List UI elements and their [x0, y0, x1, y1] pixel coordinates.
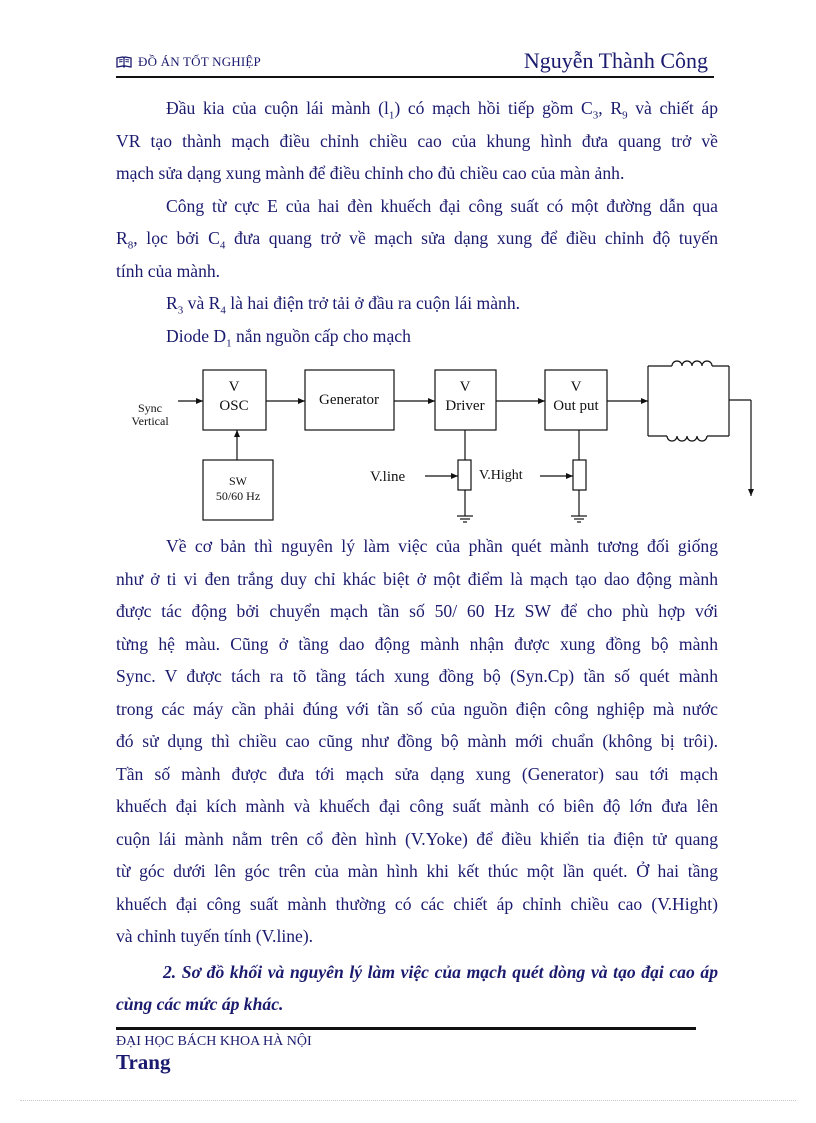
main-line: Sync. V được tách ra tõ tầng tách xung đồng bộ (Syn.Cp) tần số quét mành	[116, 666, 718, 686]
footer-rule	[116, 1027, 696, 1030]
vhight-label: V.Hight	[479, 468, 523, 483]
header-title: ĐỒ ÁN TỐT NGHIỆP	[138, 54, 261, 69]
vline-label: V.line	[370, 469, 406, 485]
osc-label-2: OSC	[219, 398, 249, 414]
main-line: từ góc dưới lên góc trên của màn hình khi kết thúc một lần quét. Ở hai tầng	[116, 861, 718, 881]
sw-label-2: 50/60 Hz	[215, 489, 261, 503]
generator-label: Generator	[319, 392, 379, 408]
header-author: Nguyễn Thành Công	[523, 48, 708, 73]
output-label-1: V	[570, 379, 582, 395]
header-left	[116, 54, 261, 72]
page-bottom-border	[20, 1100, 796, 1101]
vhight-potentiometer	[573, 460, 586, 490]
main-line: cuộn lái mành nằm trên cổ đèn hình (V.Yoke) để điều khiển tia điện tử quang	[116, 828, 718, 849]
paragraph-4: Diode $D_1$ nắn nguồn cấp cho mạch	[166, 325, 411, 350]
vline-potentiometer	[458, 460, 471, 490]
paragraph-2-line-2: $R_8$, lọc bởi $C_4$ đưa quang trở về mạch sửa dạng xung để điều chỉnh độ tuyến	[116, 228, 719, 252]
footer-university: ĐẠI HỌC BÁCH KHOA HÀ NỘI	[116, 1034, 312, 1049]
paragraph-1-line-3: mạch sửa dạng xung mành để điều chỉnh cho đủ chiều cao của màn ảnh.	[116, 163, 625, 183]
main-line: như ở ti vi đen trắng duy chỉ khác biệt ở một điểm là mạch tạo dao động mành	[116, 568, 718, 589]
osc-label-1: V	[228, 379, 240, 395]
paragraph-2-line-1: Công từ cực E của hai đèn khuếch đại công suất có một đường dẫn qua	[166, 195, 718, 216]
main-line: từng hệ màu. Cũng ở tầng dao động mành nhận được xung đồng bộ mành	[116, 633, 718, 654]
paragraph-3: $R_3$ và $R_4$ là hai điện trở tải ở đầu ra cuộn lái mành.	[166, 293, 521, 317]
sync-label-2: Vertical	[131, 414, 169, 428]
block-diagram	[0, 350, 816, 530]
footer-page-label: Trang	[116, 1050, 171, 1074]
main-line: được tác động bởi chuyển mạch tần số 50/ 60 Hz SW để cho phù hợp với	[116, 601, 718, 621]
main-line: khuếch đại kích mành và khuếch đại công suất mành có biên độ lớn đưa lên	[116, 796, 718, 816]
main-line: và chỉnh tuyến tính (V.line).	[116, 926, 314, 946]
main-paragraph	[116, 530, 718, 953]
paragraph-1-line-1: Đầu kia của cuộn lái mành $(l_1)$ có mạch hồi tiếp gồm $C_3$, $R_9$ và chiết áp	[166, 98, 718, 122]
page-header	[116, 48, 714, 78]
main-line: trong các máy cần phải đúng với tần số của nguồn điện công nghiệp mà nước	[116, 698, 718, 719]
driver-label-1: V	[459, 379, 471, 395]
output-label-2: Out put	[553, 398, 599, 414]
main-line: Tần số mành được đưa tới mạch sửa dạng xung (Generator) sau tới mạch	[116, 763, 718, 784]
main-line: Về cơ bản thì nguyên lý làm việc của phần quét mành tương đối giống	[166, 536, 718, 556]
sync-label-1: Sync	[138, 401, 162, 415]
main-line: khuếch đại công suất mành thường có các chiết áp chỉnh chiều cao (V.Hight)	[116, 893, 718, 914]
driver-label-2: Driver	[445, 398, 485, 414]
paragraph-1-line-2: VR tạo thành mạch điều chỉnh chiều cao của khung hình đưa quang trở về	[116, 130, 718, 151]
yoke-coils	[648, 361, 751, 496]
section-heading: 2. Sơ đồ khối và nguyên lý làm việc của mạch quét dòng và tạo đại cao áp cùng các mức áp khác.	[116, 962, 718, 1014]
paragraph-2-line-3: tính của mành.	[116, 260, 221, 281]
main-line: đó sử dụng thì chiều cao cũng như đồng bộ mành mới chuẩn (không bị trôi).	[116, 731, 718, 751]
sw-label-1: SW	[229, 474, 247, 488]
open-book-icon	[116, 56, 132, 72]
header-rule	[116, 76, 714, 78]
intro-text	[116, 92, 718, 352]
